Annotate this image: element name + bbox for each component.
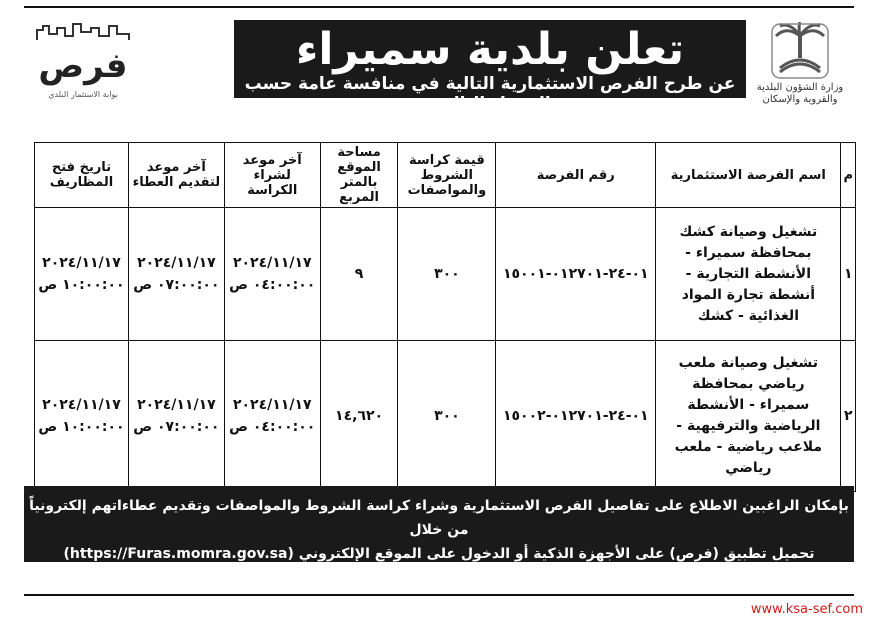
submit-deadline-date: ٢٠٢٤/١١/١٧	[137, 397, 216, 413]
top-rule	[24, 6, 854, 8]
table-row	[35, 341, 856, 492]
col-price: قيمة كراسة الشروط والمواصفات	[398, 143, 496, 208]
submit-deadline	[128, 208, 224, 341]
furas-brand-subtitle: بوابة الاستثمار البلدي	[48, 90, 118, 99]
page-title: تعلن بلدية سميراء	[295, 24, 685, 75]
opportunity-name: تشغيل وصيانة ملعب رياضي بمحافظة سميراء - الأنشطة الرياضية والترفيهية - ملاعب رياضية - ملعب رياضي	[656, 341, 841, 492]
furas-logo	[24, 22, 142, 132]
submit-deadline-time: ٠٧:٠٠:٠٠ ص	[133, 419, 220, 435]
palm-swords-emblem-icon	[770, 22, 830, 80]
col-number: رقم الفرصة	[496, 143, 656, 208]
header	[24, 12, 854, 136]
col-buy-deadline: آخر موعد لشراء الكراسة	[224, 143, 320, 208]
page-subtitle: عن طرح الفرص الاستثمارية التالية في منافسة عامة حسب الجدول التالي:	[244, 74, 736, 114]
furas-brand: فرص	[38, 46, 128, 86]
buy-deadline-date: ٢٠٢٤/١١/١٧	[232, 255, 312, 271]
submit-deadline	[128, 341, 224, 492]
table-header-row	[35, 143, 856, 208]
submit-deadline-date: ٢٠٢٤/١١/١٧	[137, 255, 216, 271]
col-index: م	[841, 143, 856, 208]
col-submit-deadline: آخر موعد لتقديم العطاء	[128, 143, 224, 208]
col-opening-date: تاريخ فتح المظاريف	[35, 143, 129, 208]
opportunity-name: تشغيل وصيانة كشك بمحافظة سميراء - الأنشطة التجارية - أنشطة تجارة المواد الغذائية - كشك	[656, 208, 841, 341]
opening-date-date: ٢٠٢٤/١١/١٧	[42, 397, 121, 413]
ministry-logo	[746, 22, 854, 132]
site-area: ١٤,٦٢٠	[320, 341, 398, 492]
col-name: اسم الفرصة الاستثمارية	[656, 143, 841, 208]
opening-date	[35, 341, 129, 492]
submit-deadline-time: ٠٧:٠٠:٠٠ ص	[133, 277, 220, 293]
skyline-icon	[33, 22, 133, 42]
notice-banner	[24, 486, 854, 562]
buy-deadline	[224, 341, 320, 492]
buy-deadline-date: ٢٠٢٤/١١/١٧	[232, 397, 312, 413]
booklet-price: ٣٠٠	[398, 208, 496, 341]
col-area: مساحة الموقع بالمتر المربع	[320, 143, 398, 208]
title-box	[234, 20, 746, 114]
notice-line-1: بإمكان الراغبين الاطلاع على تفاصيل الفرص الاستثمارية وشراء كراسة الشروط والمواصفات وتقديم عطاءاتهم إلكترونياً من خلال	[29, 498, 849, 538]
buy-deadline-time: ٠٤:٠٠:٠٠ ص	[229, 419, 316, 435]
opening-date-time: ١٠:٠٠:٠٠ ص	[38, 277, 125, 293]
bottom-rule	[24, 594, 854, 596]
opening-date	[35, 208, 129, 341]
opening-date-date: ٢٠٢٤/١١/١٧	[42, 255, 121, 271]
ministry-name: وزارة الشؤون البلدية والقروية والإسكان	[756, 82, 844, 105]
buy-deadline-time: ٠٤:٠٠:٠٠ ص	[229, 277, 316, 293]
table-row	[35, 208, 856, 341]
row-index: ٢	[841, 341, 856, 492]
buy-deadline	[224, 208, 320, 341]
booklet-price: ٣٠٠	[398, 341, 496, 492]
notice-line-2: تحميل تطبيق (فرص) على الأجهزة الذكية أو الدخول على الموقع الإلكتروني (https://Furas.momra.gov.sa)	[63, 546, 815, 562]
opportunity-number: ٠١-٢٤-٠١٢٧٠١-١٥٠٠٢	[496, 341, 656, 492]
site-area: ٩	[320, 208, 398, 341]
opportunity-number: ٠١-٢٤-٠١٢٧٠١-١٥٠٠١	[496, 208, 656, 341]
row-index: ١	[841, 208, 856, 341]
opening-date-time: ١٠:٠٠:٠٠ ص	[38, 419, 125, 435]
footer-url[interactable]: www.ksa-sef.com	[750, 602, 863, 617]
opportunities-table	[34, 142, 856, 492]
